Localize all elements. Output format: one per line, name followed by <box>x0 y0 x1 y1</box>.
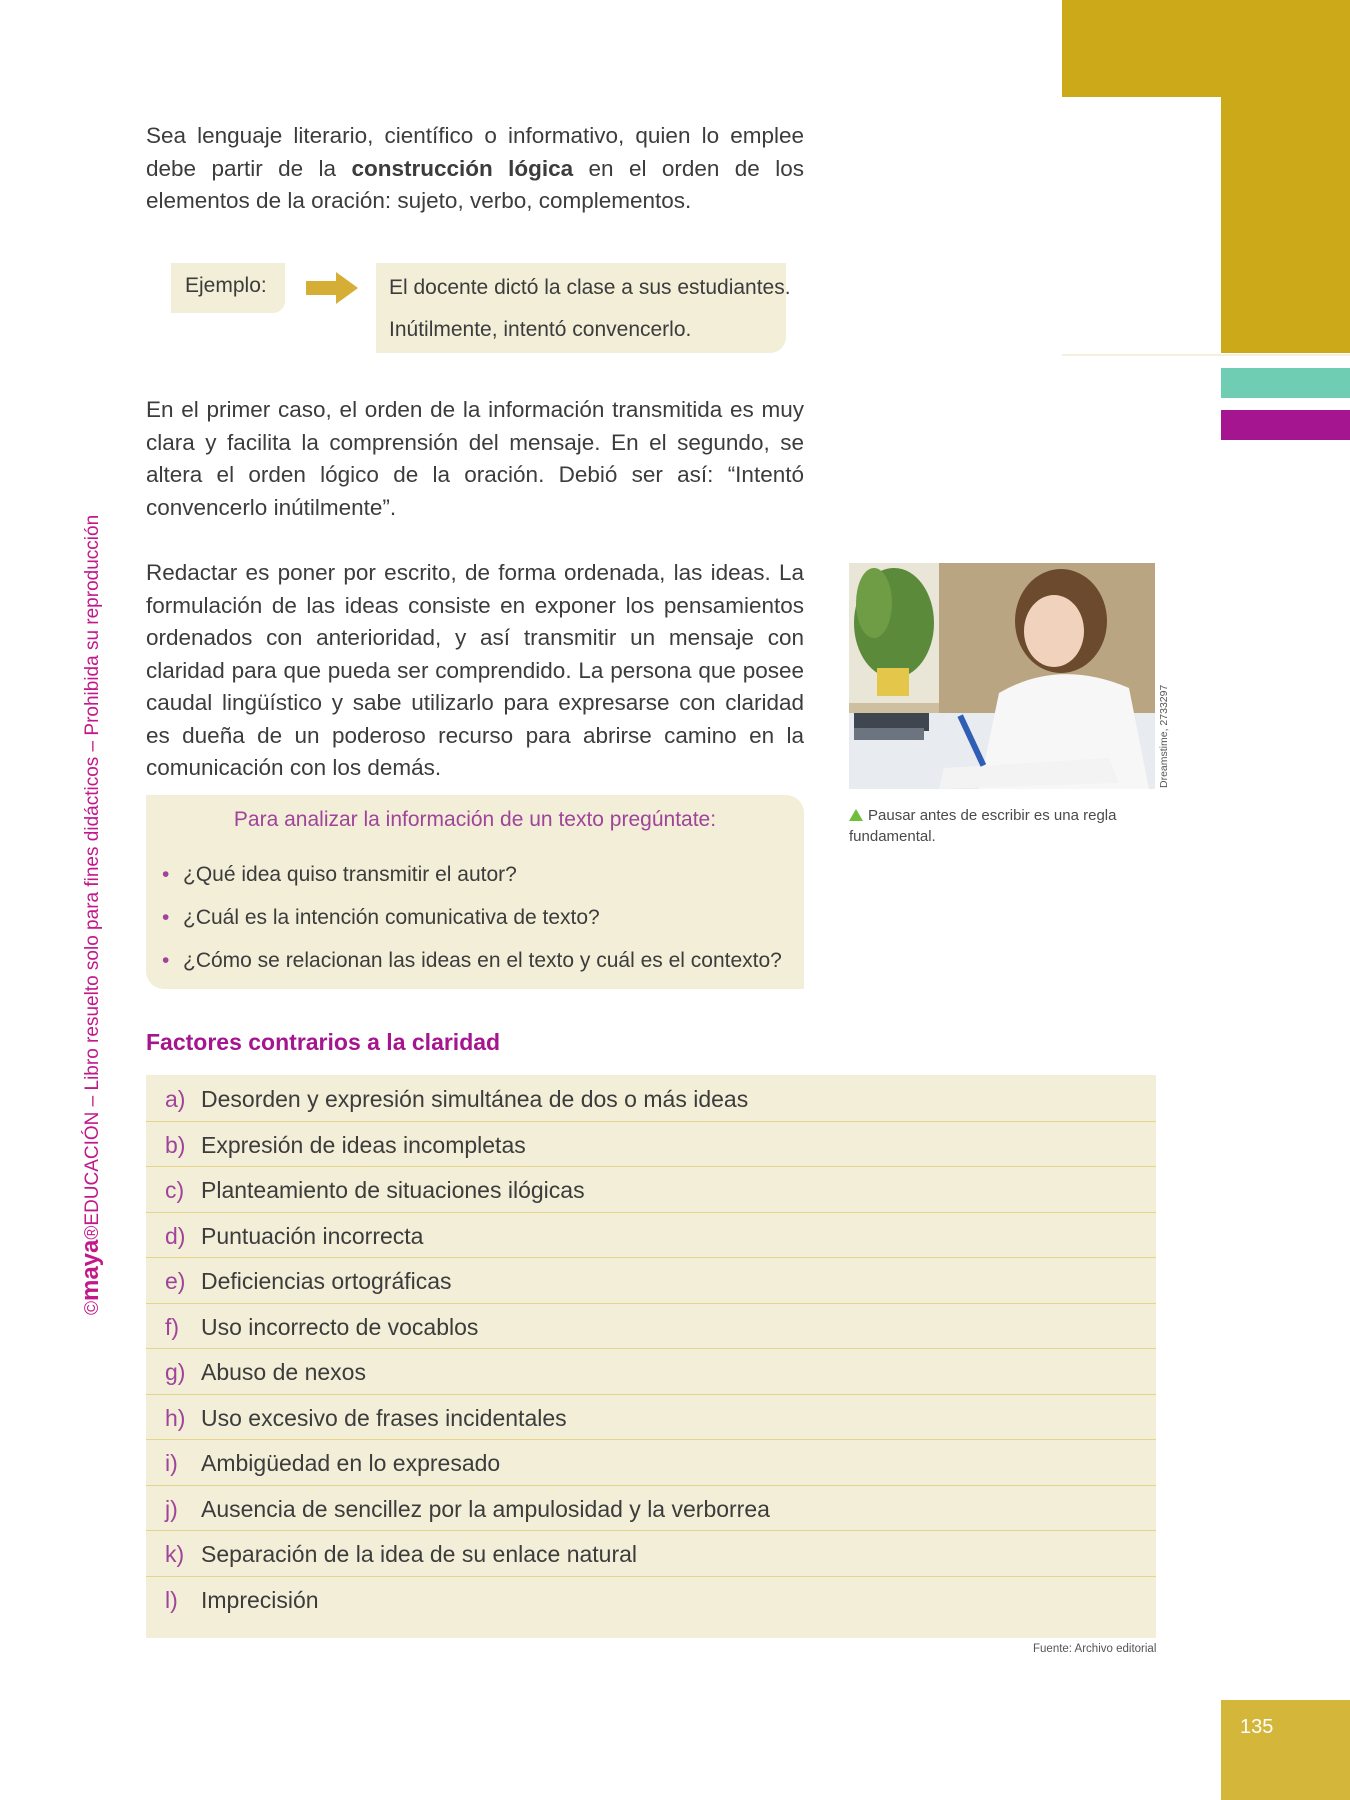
list-item <box>146 1530 1156 1577</box>
item-text: Imprecisión <box>201 1586 319 1613</box>
item-text: Abuso de nexos <box>201 1359 366 1385</box>
item-letter: i) <box>165 1450 178 1476</box>
source-note: Fuente: Archivo editorial <box>1033 1643 1157 1655</box>
photo-credit: Dreamstime, 2733297 <box>1158 684 1170 788</box>
paragraph-2: En el primer caso, el orden de la información transmitida es muy clara y facilita la comprensión del mensaje. En el segundo, se altera el orden lógico de la oración. Debió ser así: “Intentó convencerlo inútilmente”. <box>146 397 804 520</box>
item-text: Separación de la idea de su enlace natural <box>201 1541 638 1567</box>
photo-girl-writing <box>849 563 1155 789</box>
example-box <box>376 263 791 353</box>
decorative-magenta-bar <box>1221 410 1350 440</box>
item-letter: h) <box>165 1404 186 1431</box>
item-text: Uso incorrecto de vocablos <box>201 1313 479 1340</box>
list-item <box>146 1166 1156 1213</box>
photo-illustration <box>849 563 1155 789</box>
item-letter: a) <box>165 1086 186 1112</box>
item-text: Ambigüedad en lo expresado <box>201 1450 501 1476</box>
list-item <box>146 1485 1156 1532</box>
list-item <box>146 1439 1156 1486</box>
question-item: • ¿Cuál es la intención comunicativa de texto? <box>183 906 600 930</box>
intro-paragraph <box>146 120 804 218</box>
item-text: Desorden y expresión simultánea de dos o más ideas <box>201 1086 749 1112</box>
question-item: • ¿Cómo se relacionan las ideas en el texto y cuál es el contexto? <box>183 949 782 973</box>
page-number: 135 <box>1240 1716 1274 1738</box>
intro-text-before: Sea lenguaje literario, científico o informativo, quien lo emplee debe partir de la <box>146 123 804 181</box>
arrow-right-icon <box>306 272 358 304</box>
decorative-gold-block <box>1062 0 1350 97</box>
list-item <box>146 1348 1156 1395</box>
item-text: Deficiencias ortográficas <box>201 1268 452 1294</box>
side-notice-text: ®EDUCACIÓN – Libro resuelto solo para fines didácticos – Prohibida su reproducción <box>82 514 103 1240</box>
list-item <box>146 1257 1156 1304</box>
factors-title: Factores contrarios a la claridad <box>146 1029 501 1055</box>
item-text: Ausencia de sencillez por la ampulosidad y la verborrea <box>201 1495 770 1522</box>
item-text: Planteamiento de situaciones ilógicas <box>201 1177 585 1203</box>
factors-list <box>146 1075 1156 1638</box>
triangle-icon <box>849 809 863 821</box>
example-sentence-2: Inútilmente, intentó convencerlo. <box>389 318 692 341</box>
caption-text: Pausar antes de escribir es una regla fundamental. <box>849 807 1117 845</box>
example-sentence-1: El docente dictó la clase a sus estudiantes. <box>389 276 791 299</box>
example-label-box <box>171 263 285 313</box>
item-letter: c) <box>165 1177 185 1203</box>
example-label: Ejemplo: <box>185 274 267 297</box>
list-item <box>146 1303 1156 1350</box>
questions-title: Para analizar la información de un texto pregúntate: <box>233 808 717 831</box>
item-text: Uso excesivo de frases incidentales <box>201 1404 567 1431</box>
brand-logo-text: maya <box>77 1239 104 1301</box>
item-text: Expresión de ideas incompletas <box>201 1131 526 1158</box>
item-letter: e) <box>165 1268 186 1294</box>
list-item <box>146 1576 1156 1622</box>
item-letter: d) <box>165 1222 186 1249</box>
photo-caption <box>849 805 1159 847</box>
item-letter: l) <box>165 1586 178 1613</box>
paragraph-3: Redactar es poner por escrito, de forma ordenada, las ideas. La formulación de las ideas consiste en exponer los pensamientos ordenados con anterioridad, y así transmitir un mensaje con claridad para que pueda ser comprendido. La persona que posee caudal lingüístico y sabe utilizarlo para expresarse con claridad es dueña de un poderoso recurso para abrirse camino en la comunicación con los demás. <box>146 560 804 780</box>
list-item <box>146 1121 1156 1168</box>
decorative-gold-column <box>1221 97 1350 353</box>
page-number-box <box>1221 1700 1350 1800</box>
item-letter: b) <box>165 1131 186 1158</box>
side-copyright-notice <box>77 485 105 1315</box>
item-letter: g) <box>165 1359 186 1385</box>
decorative-teal-bar <box>1221 368 1350 398</box>
item-letter: k) <box>165 1541 185 1567</box>
list-item <box>146 1394 1156 1441</box>
intro-bold-term: construcción lógica <box>351 155 574 181</box>
copyright-symbol: © <box>82 1301 103 1315</box>
questions-box <box>146 795 804 989</box>
item-letter: f) <box>165 1313 180 1340</box>
list-item <box>146 1075 1156 1122</box>
intro-text-after: en el orden de los elementos de la oración: sujeto, verbo, complementos. <box>146 155 804 213</box>
item-text: Puntuación incorrecta <box>201 1222 424 1249</box>
question-item: • ¿Qué idea quiso transmitir el autor? <box>183 863 517 887</box>
list-item <box>146 1212 1156 1259</box>
item-letter: j) <box>165 1495 178 1522</box>
decorative-rule <box>1062 354 1350 356</box>
